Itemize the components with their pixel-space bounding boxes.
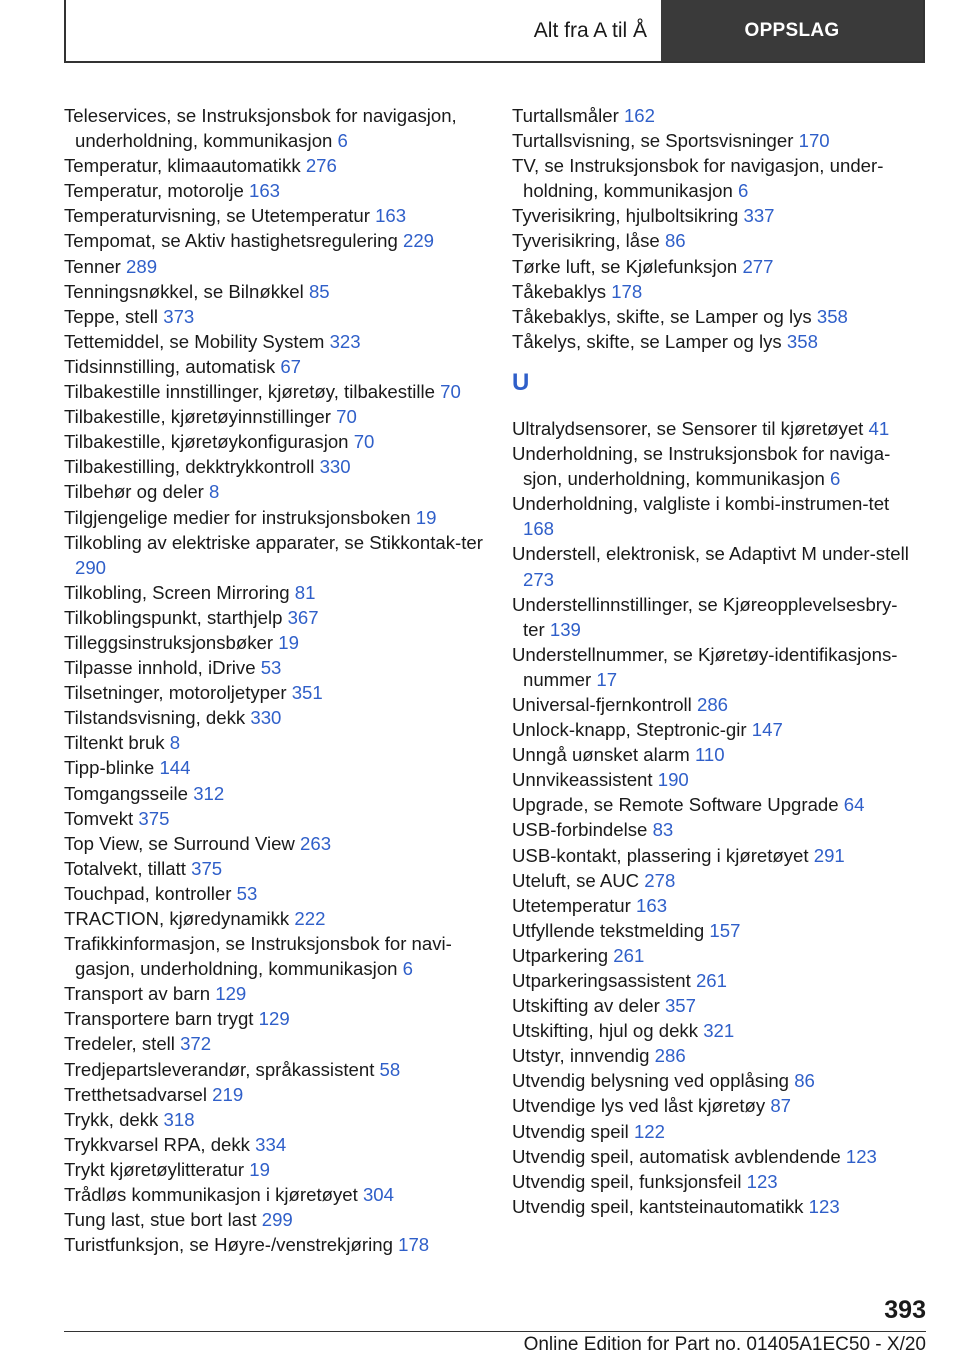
page-reference-link[interactable]: 139 bbox=[549, 618, 581, 640]
entry-text: Tenner bbox=[64, 255, 121, 277]
page-reference-link[interactable]: 123 bbox=[746, 1170, 778, 1192]
index-entry bbox=[64, 479, 484, 504]
index-entry bbox=[512, 416, 917, 441]
page-reference-link[interactable]: 168 bbox=[523, 518, 555, 540]
index-entry bbox=[512, 843, 917, 868]
index-entry bbox=[64, 705, 484, 730]
entry-text: Tyverisikring, låse bbox=[512, 230, 660, 252]
index-entry bbox=[512, 717, 917, 742]
index-entry bbox=[512, 968, 917, 993]
page-number: 393 bbox=[884, 1296, 926, 1324]
entry-text: Tåkebaklys bbox=[512, 280, 607, 302]
index-entry bbox=[64, 981, 484, 1006]
page-reference-link[interactable]: 299 bbox=[261, 1209, 293, 1231]
entry-text: Tempomat, se Aktiv hastighetsregulering bbox=[64, 230, 398, 252]
entry-text: Utfyllende tekstmelding bbox=[512, 919, 705, 941]
entry-text: Tomvekt bbox=[64, 807, 134, 829]
page-reference-link[interactable]: 6 bbox=[337, 130, 348, 152]
index-entry bbox=[64, 1182, 484, 1207]
page-reference-link[interactable]: 17 bbox=[596, 668, 618, 690]
entry-text: Top View, se Surround View bbox=[64, 832, 295, 854]
index-entry bbox=[512, 767, 917, 792]
page-reference-link[interactable]: 6 bbox=[829, 468, 841, 490]
index-entry bbox=[64, 530, 484, 580]
entry-text: Underholdning, valgliste i kombi-instrumen-tet bbox=[512, 493, 890, 515]
index-entry bbox=[512, 642, 917, 692]
chapter-tab: OPPSLAG bbox=[661, 0, 923, 61]
index-entry bbox=[64, 279, 484, 304]
entry-text: Trykt kjøretøylitteratur bbox=[64, 1158, 245, 1180]
page-reference-link[interactable]: 318 bbox=[163, 1108, 195, 1130]
entry-text: USB-forbindelse bbox=[512, 819, 648, 841]
page-reference-link[interactable]: 144 bbox=[159, 757, 191, 779]
index-entry bbox=[512, 692, 917, 717]
page-reference-link[interactable]: 358 bbox=[786, 330, 818, 352]
entry-text: Universal-fjernkontroll bbox=[512, 693, 692, 715]
page-reference-link[interactable]: 53 bbox=[260, 657, 282, 679]
entry-text: Tidsinnstilling, automatisk bbox=[64, 355, 276, 377]
page-reference-link[interactable]: 6 bbox=[738, 180, 749, 202]
index-entry bbox=[64, 379, 484, 404]
page-reference-link[interactable]: 229 bbox=[403, 230, 435, 252]
entry-text: Unlock-knapp, Steptronic-gir bbox=[512, 719, 747, 741]
entry-text: Understellinnstillinger, se Kjøreopplevelsesbry-ter bbox=[512, 593, 898, 640]
page-header bbox=[64, 0, 925, 63]
index-entry bbox=[512, 817, 917, 842]
index-entry bbox=[64, 630, 484, 655]
index-entry bbox=[64, 329, 484, 354]
index-entry bbox=[64, 429, 484, 454]
page-reference-link[interactable]: 6 bbox=[402, 958, 414, 980]
entry-text: Utparkeringsassistent bbox=[512, 970, 691, 991]
letter-heading-u: U bbox=[512, 368, 530, 396]
entry-text: Temperaturvisning, se Utetemperatur bbox=[64, 205, 370, 227]
entry-text: Ultralydsensorer, se Sensorer til kjøretøyet bbox=[512, 417, 864, 439]
entry-text: Utparkering bbox=[512, 944, 609, 966]
page-reference-link[interactable]: 261 bbox=[613, 944, 645, 966]
index-entry bbox=[64, 203, 484, 228]
index-entry bbox=[512, 1018, 917, 1043]
index-entry bbox=[64, 680, 484, 705]
index-group-t bbox=[512, 103, 917, 354]
page-reference-link[interactable]: 312 bbox=[193, 782, 225, 804]
entry-text: Tiltenkt bruk bbox=[64, 732, 165, 754]
index-entry bbox=[512, 592, 917, 642]
index-entry bbox=[512, 279, 917, 304]
index-entry bbox=[512, 1093, 917, 1118]
page-reference-link[interactable]: 291 bbox=[813, 844, 845, 866]
entry-text: Tenningsnøkkel, se Bilnøkkel bbox=[64, 280, 304, 302]
entry-text: Utvendig speil, automatisk avblendende bbox=[512, 1145, 841, 1167]
page-reference-link[interactable]: 375 bbox=[138, 807, 170, 829]
index-entry bbox=[512, 203, 917, 228]
index-column-right bbox=[512, 103, 917, 1219]
page-reference-link[interactable]: 170 bbox=[798, 130, 830, 152]
index-entry bbox=[512, 1043, 917, 1068]
entry-text: Tilbakestille, kjøretøykonfigurasjon bbox=[64, 431, 349, 453]
index-entry bbox=[512, 541, 917, 591]
index-entry bbox=[512, 1068, 917, 1093]
page-reference-link[interactable]: 70 bbox=[440, 381, 461, 403]
entry-text: Utvendige lys ved låst kjøretøy bbox=[512, 1095, 766, 1117]
page-reference-link[interactable]: 219 bbox=[212, 1083, 244, 1105]
entry-text: Turistfunksjon, se Høyre-/venstrekjøring bbox=[64, 1234, 393, 1256]
index-entry bbox=[512, 1119, 917, 1144]
index-entry bbox=[64, 404, 484, 429]
index-entry bbox=[512, 742, 917, 767]
entry-text: Unngå uønsket alarm bbox=[512, 744, 690, 766]
entry-text: Upgrade, se Remote Software Upgrade bbox=[512, 794, 839, 816]
page-reference-link[interactable]: 8 bbox=[209, 481, 220, 503]
entry-text: Utskifting, hjul og dekk bbox=[512, 1020, 699, 1042]
page-reference-link[interactable]: 261 bbox=[695, 970, 727, 991]
page-reference-link[interactable]: 263 bbox=[300, 832, 332, 854]
entry-text: Tåkelys, skifte, se Lamper og lys bbox=[512, 330, 782, 352]
entry-text: Unnvikeassistent bbox=[512, 769, 653, 791]
entry-text: Tilstandsvisning, dekk bbox=[64, 707, 246, 729]
entry-text: Utskifting av deler bbox=[512, 995, 660, 1017]
index-entry bbox=[64, 178, 484, 203]
footer-divider bbox=[64, 1331, 926, 1332]
page-reference-link[interactable]: 304 bbox=[362, 1184, 394, 1206]
page-reference-link[interactable]: 163 bbox=[636, 894, 668, 916]
page-reference-link[interactable]: 372 bbox=[180, 1033, 212, 1055]
page-reference-link[interactable]: 276 bbox=[305, 155, 337, 177]
index-entry bbox=[512, 103, 917, 128]
page-reference-link[interactable]: 157 bbox=[709, 919, 741, 941]
entry-text: Utstyr, innvendig bbox=[512, 1045, 650, 1067]
index-entry bbox=[512, 918, 917, 943]
entry-text: Tilgjengelige medier for instruksjonsboken bbox=[64, 506, 411, 528]
entry-text: Understell, elektronisk, se Adaptivt M under-stell bbox=[512, 543, 909, 565]
entry-text: Tung last, stue bort last bbox=[64, 1209, 257, 1231]
entry-text: Transport av barn bbox=[64, 983, 211, 1005]
entry-text: Teleservices, se Instruksjonsbok for navigasjon, underholdning, kommunikasjon bbox=[64, 105, 457, 152]
page-reference-link[interactable]: 129 bbox=[258, 1008, 290, 1030]
entry-text: Tilbakestille innstillinger, kjøretøy, tilbakestille bbox=[64, 381, 435, 403]
index-entry bbox=[64, 881, 484, 906]
index-entry bbox=[64, 931, 484, 981]
page-reference-link[interactable]: 19 bbox=[278, 631, 299, 653]
entry-text: Tipp-blinke bbox=[64, 757, 155, 779]
entry-text: Utvendig speil, kantsteinautomatikk bbox=[512, 1195, 804, 1217]
page-reference-link[interactable]: 334 bbox=[255, 1133, 287, 1155]
index-entry bbox=[64, 1107, 484, 1132]
page-reference-link[interactable]: 86 bbox=[794, 1070, 815, 1092]
page-reference-link[interactable]: 323 bbox=[329, 330, 361, 352]
page-reference-link[interactable]: 70 bbox=[336, 406, 357, 428]
index-entry bbox=[512, 893, 917, 918]
entry-text: Trykkvarsel RPA, dekk bbox=[64, 1133, 250, 1155]
index-entry bbox=[64, 254, 484, 279]
page-reference-link[interactable]: 162 bbox=[623, 105, 655, 126]
entry-text: Transportere barn trygt bbox=[64, 1008, 254, 1030]
entry-text: Tilleggsinstruksjonsbøker bbox=[64, 631, 274, 653]
entry-text: Tilkobling, Screen Mirroring bbox=[64, 581, 290, 603]
page-reference-link[interactable]: 53 bbox=[236, 882, 258, 904]
entry-text: Utetemperatur bbox=[512, 894, 631, 916]
index-entry bbox=[64, 505, 484, 530]
page-reference-link[interactable]: 83 bbox=[652, 819, 674, 841]
index-entry bbox=[64, 781, 484, 806]
page-reference-link[interactable]: 19 bbox=[415, 506, 437, 528]
entry-text: Turtallsvisning, se Sportsvisninger bbox=[512, 130, 794, 152]
page-reference-link[interactable]: 321 bbox=[703, 1020, 735, 1042]
index-entry bbox=[64, 831, 484, 856]
index-entry bbox=[64, 856, 484, 881]
entry-text: Tilkobling av elektriske apparater, se Stikkontak-ter bbox=[64, 531, 483, 553]
page-reference-link[interactable]: 129 bbox=[215, 983, 247, 1005]
entry-text: Tilbakestille, kjøretøyinnstillinger bbox=[64, 406, 331, 428]
page-reference-link[interactable]: 67 bbox=[280, 355, 302, 377]
entry-text: Tåkebaklys, skifte, se Lamper og lys bbox=[512, 305, 812, 327]
footer-edition: Online Edition for Part no. 01405A1EC50 - X/20 bbox=[523, 1334, 926, 1355]
page-reference-link[interactable]: 123 bbox=[808, 1195, 840, 1217]
page-reference-link[interactable]: 190 bbox=[657, 769, 689, 791]
page-reference-link[interactable]: 178 bbox=[611, 280, 643, 302]
page-reference-link[interactable]: 19 bbox=[249, 1158, 270, 1180]
index-entry bbox=[512, 491, 917, 541]
index-entry bbox=[64, 1006, 484, 1031]
index-entry bbox=[64, 153, 484, 178]
page-reference-link[interactable]: 375 bbox=[191, 857, 223, 879]
page-reference-link[interactable]: 273 bbox=[523, 568, 555, 590]
page-reference-link[interactable]: 351 bbox=[291, 682, 323, 704]
page-reference-link[interactable]: 85 bbox=[308, 280, 330, 302]
index-entry bbox=[512, 1169, 917, 1194]
page-reference-link[interactable]: 147 bbox=[751, 719, 783, 741]
page-reference-link[interactable]: 178 bbox=[398, 1234, 430, 1256]
page-reference-link[interactable]: 337 bbox=[743, 205, 775, 227]
entry-text: Tilbakestilling, dekktrykkontroll bbox=[64, 456, 315, 478]
index-entry bbox=[512, 1194, 917, 1219]
entry-text: Tørke luft, se Kjølefunksjon bbox=[512, 255, 738, 277]
entry-text: Tilsetninger, motoroljetyper bbox=[64, 682, 287, 704]
index-entry bbox=[64, 655, 484, 680]
entry-text: Trafikkinformasjon, se Instruksjonsbok for navi-gasjon, underholdning, kommunikasjon bbox=[64, 933, 452, 980]
page-reference-link[interactable]: 81 bbox=[294, 581, 316, 603]
entry-text: Utvendig speil bbox=[512, 1120, 629, 1142]
page-reference-link[interactable]: 163 bbox=[375, 205, 407, 227]
index-entry bbox=[64, 354, 484, 379]
page-reference-link[interactable]: 330 bbox=[250, 707, 282, 729]
page-reference-link[interactable]: 110 bbox=[694, 744, 725, 766]
index-entry bbox=[512, 868, 917, 893]
page-reference-link[interactable]: 373 bbox=[163, 305, 195, 327]
page-reference-link[interactable]: 123 bbox=[845, 1145, 877, 1167]
page-reference-link[interactable]: 41 bbox=[868, 417, 890, 439]
page-reference-link[interactable]: 278 bbox=[644, 869, 676, 891]
index-entry bbox=[64, 1057, 484, 1082]
index-entry bbox=[512, 254, 917, 279]
entry-text: Temperatur, klimaautomatikk bbox=[64, 155, 301, 177]
page-reference-link[interactable]: 222 bbox=[294, 908, 326, 929]
entry-text: USB-kontakt, plassering i kjøretøyet bbox=[512, 844, 809, 866]
page-reference-link[interactable]: 277 bbox=[742, 255, 774, 277]
index-entry bbox=[64, 1232, 484, 1257]
entry-text: Tredjepartsleverandør, språkassistent bbox=[64, 1058, 375, 1080]
index-entry bbox=[64, 730, 484, 755]
index-entry bbox=[512, 304, 917, 329]
entry-text: TV, se Instruksjonsbok for navigasjon, under-holdning, kommunikasjon bbox=[512, 155, 884, 202]
index-column-left bbox=[64, 103, 484, 1257]
entry-text: Temperatur, motorolje bbox=[64, 180, 244, 202]
page-reference-link[interactable]: 330 bbox=[319, 456, 351, 478]
index-entry bbox=[512, 128, 917, 153]
index-entry bbox=[64, 806, 484, 831]
index-entry bbox=[512, 441, 917, 491]
entry-text: Utvendig belysning ved opplåsing bbox=[512, 1070, 790, 1092]
page-reference-link[interactable]: 87 bbox=[770, 1095, 792, 1117]
index-entry bbox=[512, 153, 917, 203]
index-entry bbox=[64, 228, 484, 253]
entry-text: Tilkoblingspunkt, starthjelp bbox=[64, 606, 283, 628]
entry-text: Uteluft, se AUC bbox=[512, 869, 640, 891]
entry-text: Touchpad, kontroller bbox=[64, 882, 232, 904]
entry-text: Underholdning, se Instruksjonsbok for naviga-sjon, underholdning, kommunikasjon bbox=[512, 443, 891, 490]
page-reference-link[interactable]: 367 bbox=[287, 606, 319, 628]
entry-text: Trådløs kommunikasjon i kjøretøyet bbox=[64, 1184, 358, 1206]
index-entry bbox=[512, 993, 917, 1018]
page-reference-link[interactable]: 64 bbox=[843, 794, 865, 816]
page-reference-link[interactable]: 289 bbox=[126, 255, 158, 277]
entry-text: Turtallsmåler bbox=[512, 105, 619, 126]
index-entry bbox=[64, 1157, 484, 1182]
index-entry bbox=[512, 1144, 917, 1169]
entry-text: Tredeler, stell bbox=[64, 1033, 175, 1055]
page-reference-link[interactable]: 286 bbox=[654, 1045, 686, 1067]
entry-text: Teppe, stell bbox=[64, 305, 159, 327]
entry-text: Tilbehør og deler bbox=[64, 481, 204, 503]
page-reference-link[interactable]: 58 bbox=[379, 1058, 401, 1080]
entry-text: Understellnummer, se Kjøretøy-identifikasjons-nummer bbox=[512, 643, 898, 690]
index-entry bbox=[64, 304, 484, 329]
page-reference-link[interactable]: 163 bbox=[249, 180, 281, 202]
entry-text: Utvendig speil, funksjonsfeil bbox=[512, 1170, 742, 1192]
page-reference-link[interactable]: 357 bbox=[664, 995, 696, 1017]
page-reference-link[interactable]: 358 bbox=[816, 305, 848, 327]
index-entry bbox=[64, 103, 484, 153]
index-group-u bbox=[512, 416, 917, 1219]
index-entry bbox=[512, 329, 917, 354]
index-entry bbox=[64, 1082, 484, 1107]
index-entry bbox=[512, 792, 917, 817]
index-entry bbox=[64, 1207, 484, 1232]
index-entry bbox=[512, 943, 917, 968]
index-entry bbox=[64, 454, 484, 479]
page-reference-link[interactable]: 286 bbox=[696, 693, 729, 715]
section-title: Alt fra A til Å bbox=[533, 18, 647, 42]
entry-text: Tomgangsseile bbox=[64, 782, 189, 804]
page-reference-link[interactable]: 70 bbox=[353, 431, 375, 453]
entry-text: Totalvekt, tillatt bbox=[64, 857, 186, 879]
index-entry bbox=[64, 580, 484, 605]
index-entry bbox=[64, 1132, 484, 1157]
page-reference-link[interactable]: 290 bbox=[75, 556, 107, 578]
index-entry bbox=[512, 228, 917, 253]
index-entry bbox=[64, 605, 484, 630]
page-reference-link[interactable]: 86 bbox=[664, 230, 686, 252]
entry-text: Tettemiddel, se Mobility System bbox=[64, 330, 325, 352]
entry-text: Tyverisikring, hjulboltsikring bbox=[512, 205, 739, 227]
index-entry bbox=[64, 755, 484, 780]
page-reference-link[interactable]: 8 bbox=[169, 732, 181, 754]
entry-text: Tretthetsadvarsel bbox=[64, 1083, 207, 1105]
entry-text: TRACTION, kjøredynamikk bbox=[64, 908, 290, 929]
page-reference-link[interactable]: 122 bbox=[633, 1120, 665, 1142]
entry-text: Trykk, dekk bbox=[64, 1108, 159, 1130]
index-entry bbox=[64, 1031, 484, 1056]
entry-text: Tilpasse innhold, iDrive bbox=[64, 657, 256, 679]
index-entry bbox=[64, 906, 484, 931]
